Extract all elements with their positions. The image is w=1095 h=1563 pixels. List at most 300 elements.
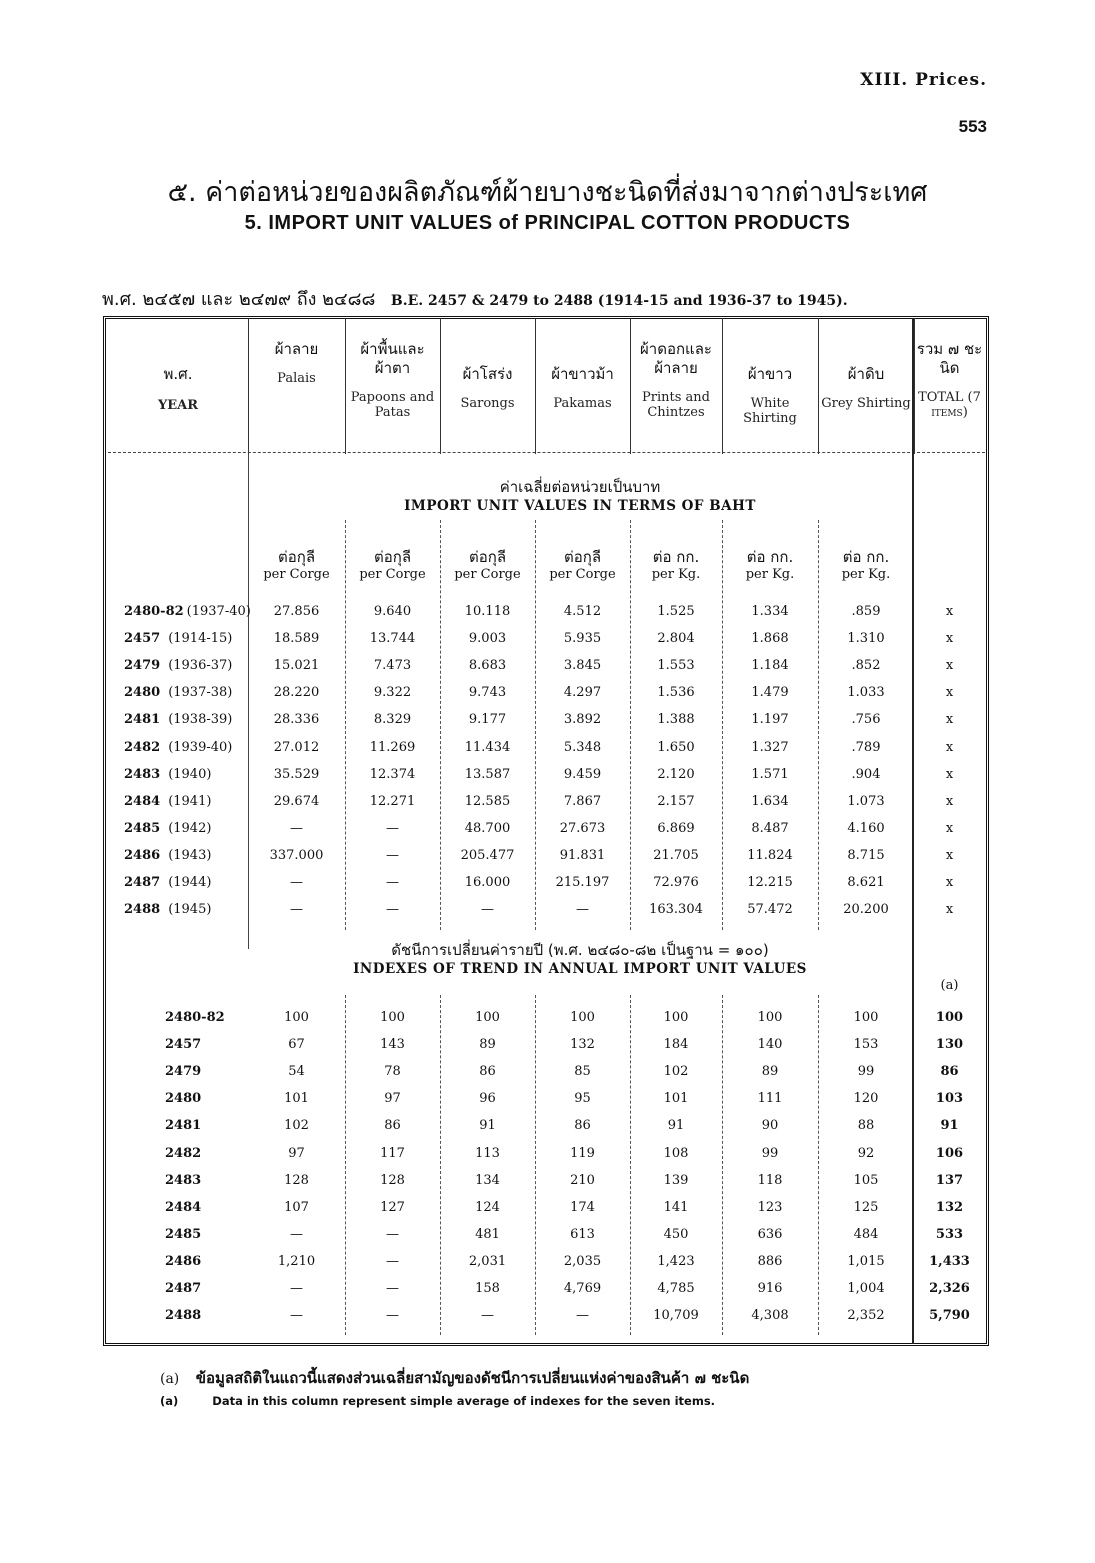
index-year-label: 2487 bbox=[165, 1281, 202, 1296]
index-cell: 113 bbox=[475, 1145, 500, 1161]
index-cell: 125 bbox=[853, 1199, 879, 1215]
value-cell: 48.700 bbox=[464, 820, 511, 836]
year-be: 2481 bbox=[124, 712, 161, 728]
year-label bbox=[124, 902, 211, 917]
index-cell: 107 bbox=[284, 1199, 309, 1215]
year-be: 2483 bbox=[124, 766, 161, 782]
index-cell: — bbox=[386, 1308, 399, 1324]
index-cell: 100 bbox=[853, 1010, 879, 1025]
year-be: 2488 bbox=[124, 902, 161, 918]
index-cell: — bbox=[386, 1253, 399, 1269]
value-cell: .859 bbox=[851, 604, 881, 619]
year-be: 2480-82 bbox=[124, 604, 184, 619]
year-be: 2482 bbox=[124, 739, 161, 755]
value-cell: — bbox=[290, 902, 303, 918]
column-header bbox=[108, 365, 248, 413]
value-cell: 1.334 bbox=[751, 604, 789, 619]
index-cell: 1,423 bbox=[657, 1253, 695, 1269]
column-header-english: Pakamas bbox=[553, 396, 612, 411]
value-cell: 11.269 bbox=[369, 739, 416, 755]
year-label bbox=[124, 658, 232, 673]
value-cell: 163.304 bbox=[649, 902, 703, 918]
value-cell: .789 bbox=[851, 739, 881, 755]
index-total-cell: 137 bbox=[935, 1172, 964, 1188]
index-cell: 99 bbox=[761, 1145, 779, 1161]
value-cell: 1.571 bbox=[751, 766, 789, 782]
index-cell: 85 bbox=[574, 1064, 591, 1080]
index-cell: 143 bbox=[380, 1037, 405, 1053]
column-header-thai: พ.ศ. bbox=[163, 365, 193, 383]
value-cell: 2.120 bbox=[657, 766, 695, 782]
value-cell: 2.157 bbox=[657, 793, 695, 809]
index-cell: — bbox=[386, 1281, 399, 1296]
value-cell: 2.804 bbox=[657, 631, 695, 647]
year-label bbox=[124, 875, 211, 890]
index-cell: 4,308 bbox=[751, 1308, 789, 1324]
index-cell: 613 bbox=[570, 1226, 595, 1242]
index-cell: 100 bbox=[475, 1010, 500, 1025]
value-cell: 1.310 bbox=[847, 631, 885, 647]
index-cell: 481 bbox=[475, 1226, 500, 1242]
index-total-cell: 2,326 bbox=[929, 1281, 970, 1296]
index-total-cell: 533 bbox=[935, 1226, 964, 1242]
total-cell: x bbox=[945, 793, 954, 809]
value-cell: 3.845 bbox=[563, 658, 602, 674]
index-cell: 158 bbox=[475, 1281, 500, 1296]
year-label bbox=[124, 767, 211, 782]
year-be: 2486 bbox=[124, 847, 161, 863]
title-thai: ๕. ค่าต่อหน่วยของผลิตภัณฑ์ผ้ายบางชะนิดที่ส่งมาจากต่างประเทศ bbox=[167, 177, 928, 208]
value-cell: 1.868 bbox=[751, 631, 789, 647]
index-section-title-thai: ดัชนีการเปลี่ยนค่ารายปี (พ.ศ. ๒๔๘๐-๘๒ เป็นฐาน = ๑๐๐) bbox=[391, 941, 769, 959]
footnote-thai-mark: (a) bbox=[160, 1371, 180, 1387]
value-cell: 1.073 bbox=[847, 793, 885, 809]
total-cell: x bbox=[945, 766, 954, 782]
unit-thai: ต่อกุลี bbox=[468, 548, 507, 566]
unit-label bbox=[345, 549, 440, 583]
values-section-title-english: IMPORT UNIT VALUES IN TERMS OF BAHT bbox=[404, 498, 756, 514]
index-cell: 102 bbox=[284, 1118, 309, 1134]
value-cell: 3.892 bbox=[563, 712, 602, 728]
value-cell: 28.336 bbox=[273, 712, 320, 728]
column-header bbox=[345, 340, 440, 420]
index-cell: 90 bbox=[761, 1118, 779, 1134]
value-cell: 8.683 bbox=[468, 658, 507, 674]
year-ad: (1938-39) bbox=[168, 712, 233, 728]
value-cell: 1.197 bbox=[751, 712, 789, 728]
year-be: 2487 bbox=[124, 875, 161, 890]
value-cell: 1.536 bbox=[657, 685, 695, 701]
value-cell: 12.271 bbox=[369, 793, 416, 809]
value-cell: 12.585 bbox=[464, 793, 511, 809]
unit-label bbox=[630, 549, 722, 583]
year-label bbox=[124, 685, 232, 700]
index-cell: 123 bbox=[757, 1199, 783, 1215]
unit-label bbox=[440, 549, 535, 583]
value-cell: 205.477 bbox=[460, 847, 515, 863]
column-header-english: YEAR bbox=[157, 398, 199, 413]
index-cell: — bbox=[290, 1281, 303, 1296]
column-header-english: Prints and Chintzes bbox=[642, 390, 710, 420]
year-ad: (1936-37) bbox=[168, 658, 233, 674]
total-cell: x bbox=[945, 604, 954, 619]
total-cell: x bbox=[945, 658, 954, 674]
index-total-cell: 130 bbox=[935, 1037, 964, 1053]
index-cell: 118 bbox=[757, 1172, 783, 1188]
value-cell: 9.459 bbox=[563, 766, 602, 782]
year-ad: (1945) bbox=[168, 902, 212, 918]
index-cell: 91 bbox=[479, 1118, 496, 1134]
value-cell: .756 bbox=[851, 712, 881, 728]
value-cell: 8.621 bbox=[847, 875, 885, 890]
year-be: 2484 bbox=[124, 793, 161, 809]
unit-label bbox=[248, 549, 345, 583]
unit-english: per Corge bbox=[454, 567, 521, 582]
value-cell: 27.012 bbox=[273, 739, 320, 755]
value-cell: 8.487 bbox=[751, 820, 789, 836]
index-cell: 153 bbox=[853, 1037, 879, 1053]
unit-thai: ต่อ กก. bbox=[842, 548, 890, 566]
year-be: 2479 bbox=[124, 658, 161, 674]
index-total-cell: 91 bbox=[940, 1118, 959, 1134]
column-header-thai: ผ้าลาย bbox=[274, 340, 319, 358]
column-header bbox=[248, 340, 345, 386]
unit-english: per Kg. bbox=[745, 567, 795, 582]
column-header-thai: ผ้าพื้นและผ้าตา bbox=[360, 340, 425, 377]
total-cell: x bbox=[945, 712, 954, 728]
column-header bbox=[630, 340, 722, 420]
column-header-thai: รวม ๗ ชะนิด bbox=[916, 340, 983, 377]
footnote-english-mark: (a) bbox=[160, 1394, 179, 1408]
unit-thai: ต่อ กก. bbox=[652, 548, 700, 566]
value-cell: 21.705 bbox=[653, 847, 699, 863]
total-cell: x bbox=[945, 685, 954, 701]
section-header: XIII. Prices. bbox=[860, 70, 987, 90]
value-cell: 12.215 bbox=[747, 875, 793, 890]
index-cell: 86 bbox=[479, 1064, 496, 1080]
total-cell: x bbox=[945, 631, 954, 647]
value-cell: 12.374 bbox=[369, 766, 416, 782]
index-cell: 86 bbox=[384, 1118, 401, 1134]
column-header bbox=[535, 365, 630, 411]
value-cell: 7.473 bbox=[373, 658, 412, 674]
total-footnote-mark: (a) bbox=[940, 978, 959, 993]
year-label bbox=[124, 740, 232, 755]
index-cell: 4,769 bbox=[563, 1281, 602, 1296]
value-cell: 1.525 bbox=[657, 604, 695, 619]
total-cell: x bbox=[945, 739, 954, 755]
column-header bbox=[818, 365, 914, 411]
index-cell: 100 bbox=[757, 1010, 783, 1025]
index-year-label: 2486 bbox=[165, 1253, 202, 1269]
index-cell: 127 bbox=[380, 1199, 405, 1215]
unit-english: per Kg. bbox=[651, 567, 701, 582]
index-cell: 1,004 bbox=[847, 1281, 885, 1296]
year-ad: (1914-15) bbox=[168, 631, 233, 647]
index-cell: — bbox=[290, 1308, 303, 1324]
index-cell: 124 bbox=[475, 1199, 500, 1215]
year-label bbox=[124, 821, 211, 836]
value-cell: 57.472 bbox=[747, 902, 793, 918]
index-cell: — bbox=[481, 1308, 494, 1324]
value-cell: 16.000 bbox=[464, 875, 511, 890]
index-cell: 95 bbox=[574, 1091, 591, 1107]
value-cell: 1.479 bbox=[751, 685, 789, 701]
values-section-title-thai: ค่าเฉลี่ยต่อหน่วยเป็นบาท bbox=[499, 478, 661, 496]
index-cell: 111 bbox=[757, 1091, 783, 1107]
column-header-english: TOTAL (7 items) bbox=[918, 390, 981, 420]
column-header-english: White Shirting bbox=[743, 396, 797, 426]
value-cell: — bbox=[386, 820, 399, 836]
value-cell: 11.434 bbox=[464, 739, 511, 755]
unit-thai: ต่อกุลี bbox=[563, 548, 602, 566]
year-ad: (1937-40) bbox=[186, 604, 251, 619]
index-total-cell: 5,790 bbox=[929, 1308, 970, 1324]
value-cell: 1.033 bbox=[847, 685, 885, 701]
column-header bbox=[440, 365, 535, 411]
column-header bbox=[914, 340, 985, 420]
value-cell: — bbox=[386, 847, 399, 863]
column-header-english: Sarongs bbox=[460, 396, 515, 411]
index-cell: 184 bbox=[663, 1037, 689, 1053]
unit-thai: ต่อ กก. bbox=[746, 548, 794, 566]
value-cell: 1.388 bbox=[657, 712, 695, 728]
year-ad: (1937-38) bbox=[168, 685, 233, 701]
index-cell: — bbox=[290, 1226, 303, 1242]
value-cell: 8.715 bbox=[847, 847, 885, 863]
index-cell: 139 bbox=[663, 1172, 689, 1188]
column-header-thai: ผ้าโสร่ง bbox=[462, 365, 513, 383]
index-cell: — bbox=[576, 1308, 589, 1324]
column-header-english: Papoons and Patas bbox=[350, 390, 435, 420]
value-cell: 29.674 bbox=[273, 793, 320, 809]
index-total-cell: 132 bbox=[935, 1199, 964, 1215]
value-cell: 13.587 bbox=[464, 766, 511, 782]
index-cell: 120 bbox=[853, 1091, 879, 1107]
index-cell: 99 bbox=[857, 1064, 875, 1080]
value-cell: 9.003 bbox=[468, 631, 507, 647]
value-cell: 9.743 bbox=[468, 685, 507, 701]
value-cell: 4.297 bbox=[563, 685, 602, 701]
year-label bbox=[124, 604, 251, 619]
index-cell: 86 bbox=[574, 1118, 591, 1134]
footnote-thai bbox=[160, 1366, 749, 1390]
year-ad: (1939-40) bbox=[168, 739, 233, 755]
value-cell: 9.322 bbox=[373, 685, 412, 701]
index-year-label: 2483 bbox=[165, 1172, 202, 1188]
value-cell: — bbox=[481, 902, 494, 918]
index-year-label: 2484 bbox=[165, 1199, 202, 1215]
index-total-cell: 86 bbox=[940, 1064, 959, 1080]
index-cell: 105 bbox=[853, 1172, 879, 1188]
index-cell: 128 bbox=[380, 1172, 405, 1188]
index-cell: 119 bbox=[570, 1145, 595, 1161]
index-cell: 141 bbox=[663, 1199, 689, 1215]
title-english: 5. IMPORT UNIT VALUES of PRINCIPAL COTTON PRODUCTS bbox=[244, 212, 851, 234]
index-total-cell: 100 bbox=[935, 1010, 964, 1025]
index-cell: 140 bbox=[757, 1037, 783, 1053]
index-cell: 174 bbox=[570, 1199, 595, 1215]
unit-thai: ต่อกุลี bbox=[373, 548, 412, 566]
value-cell: — bbox=[290, 820, 303, 836]
index-cell: 100 bbox=[663, 1010, 689, 1025]
index-cell: 886 bbox=[757, 1253, 783, 1269]
index-cell: — bbox=[386, 1226, 399, 1242]
index-cell: 91 bbox=[667, 1118, 685, 1134]
index-cell: 78 bbox=[384, 1064, 401, 1080]
year-be: 2480 bbox=[124, 685, 161, 701]
value-cell: 1.650 bbox=[657, 739, 695, 755]
index-year-label: 2457 bbox=[165, 1037, 202, 1053]
index-cell: 100 bbox=[380, 1010, 405, 1025]
index-cell: 2,352 bbox=[847, 1308, 885, 1324]
unit-label bbox=[535, 549, 630, 583]
value-cell: .852 bbox=[851, 658, 881, 674]
column-header-thai: ผ้าขาว bbox=[747, 365, 793, 383]
unit-english: per Corge bbox=[359, 567, 426, 582]
value-cell: 91.831 bbox=[559, 847, 606, 863]
year-ad: (1940) bbox=[168, 766, 212, 782]
value-cell: 9.640 bbox=[373, 604, 412, 619]
index-cell: 484 bbox=[853, 1226, 879, 1242]
index-year-label: 2485 bbox=[165, 1226, 202, 1242]
index-cell: 92 bbox=[857, 1145, 875, 1161]
year-label bbox=[124, 631, 232, 646]
value-cell: 18.589 bbox=[273, 631, 320, 647]
unit-label bbox=[818, 549, 914, 583]
column-header-thai: ผ้าดอกและผ้าลาย bbox=[640, 340, 712, 377]
index-year-label: 2482 bbox=[165, 1145, 202, 1161]
value-cell: 13.744 bbox=[369, 631, 416, 647]
index-cell: 89 bbox=[479, 1037, 496, 1053]
index-year-label: 2488 bbox=[165, 1308, 202, 1324]
total-cell: x bbox=[945, 847, 954, 863]
value-cell: 4.160 bbox=[847, 820, 885, 836]
value-cell: 9.177 bbox=[468, 712, 507, 728]
value-cell: 35.529 bbox=[273, 766, 320, 782]
value-cell: — bbox=[290, 875, 303, 890]
value-cell: — bbox=[386, 875, 399, 890]
index-section-title-english: INDEXES OF TREND IN ANNUAL IMPORT UNIT VALUES bbox=[353, 961, 807, 977]
index-cell: 100 bbox=[284, 1010, 309, 1025]
column-header-thai: ผ้าขาวม้า bbox=[551, 365, 614, 383]
value-cell: 1.634 bbox=[751, 793, 789, 809]
index-cell: 134 bbox=[475, 1172, 500, 1188]
column-header-english: Palais bbox=[277, 371, 316, 386]
period-thai: พ.ศ. ๒๔๕๗ และ ๒๔๗๙ ถึง ๒๔๘๘ bbox=[102, 289, 376, 310]
year-ad: (1942) bbox=[168, 820, 212, 836]
value-cell: 27.673 bbox=[559, 820, 606, 836]
total-cell: x bbox=[945, 902, 954, 918]
total-cell: x bbox=[945, 875, 954, 890]
unit-english: per Corge bbox=[263, 567, 330, 582]
value-cell: 11.824 bbox=[747, 847, 793, 863]
index-cell: 97 bbox=[288, 1145, 305, 1161]
value-cell: .904 bbox=[851, 766, 881, 782]
column-header-english: Grey Shirting bbox=[821, 396, 911, 411]
value-cell: 337.000 bbox=[269, 847, 324, 863]
header-rule bbox=[108, 452, 985, 453]
year-label bbox=[124, 848, 211, 863]
column-header-thai: ผ้าดิบ bbox=[847, 365, 885, 383]
value-cell: 8.329 bbox=[373, 712, 412, 728]
value-cell: 1.553 bbox=[657, 658, 695, 674]
value-cell: 5.348 bbox=[563, 739, 602, 755]
index-cell: 916 bbox=[757, 1281, 783, 1296]
index-cell: 102 bbox=[663, 1064, 689, 1080]
year-be: 2485 bbox=[124, 820, 161, 836]
value-cell: 1.184 bbox=[751, 658, 789, 674]
footnote-thai-text: ข้อมูลสถิติในแถวนี้แสดงส่วนเฉลี่ยสามัญของดัชนีการเปลี่ยนแห่งค่าของสินค้า ๗ ชะนิด bbox=[195, 1369, 750, 1387]
value-cell: 5.935 bbox=[563, 631, 602, 647]
index-cell: 100 bbox=[570, 1010, 595, 1025]
period-line bbox=[102, 284, 992, 313]
index-cell: 1,210 bbox=[277, 1253, 316, 1269]
footnote-english-text: Data in this column represent simple average of indexes for the seven items. bbox=[212, 1394, 716, 1408]
period-english: B.E. 2457 & 2479 to 2488 (1914-15 and 1936-37 to 1945). bbox=[390, 293, 848, 309]
index-cell: 2,035 bbox=[563, 1253, 602, 1269]
index-total-cell: 106 bbox=[935, 1145, 964, 1161]
footnote-english bbox=[160, 1394, 715, 1408]
index-cell: 2,031 bbox=[468, 1253, 507, 1269]
index-total-cell: 1,433 bbox=[929, 1253, 970, 1269]
value-cell: 15.021 bbox=[273, 658, 320, 674]
page-number: 553 bbox=[958, 117, 987, 136]
unit-english: per Kg. bbox=[841, 567, 891, 582]
index-cell: 117 bbox=[380, 1145, 405, 1161]
index-cell: 1,015 bbox=[847, 1253, 885, 1269]
year-ad: (1941) bbox=[168, 793, 212, 809]
unit-label bbox=[722, 549, 818, 583]
value-cell: 215.197 bbox=[555, 875, 610, 890]
value-cell: 6.869 bbox=[657, 820, 695, 836]
value-cell: 72.976 bbox=[653, 875, 699, 890]
year-label bbox=[124, 794, 211, 809]
unit-english: per Corge bbox=[549, 567, 616, 582]
index-year-label: 2480-82 bbox=[165, 1010, 225, 1025]
header-column-divider bbox=[248, 318, 249, 454]
index-total-cell: 103 bbox=[935, 1091, 964, 1107]
index-cell: 96 bbox=[479, 1091, 496, 1107]
index-cell: 88 bbox=[857, 1118, 875, 1134]
value-cell: 10.118 bbox=[464, 604, 511, 619]
year-ad: (1943) bbox=[168, 847, 212, 863]
value-cell: 28.220 bbox=[273, 685, 320, 701]
index-year-label: 2481 bbox=[165, 1118, 202, 1134]
index-cell: 89 bbox=[761, 1064, 779, 1080]
unit-thai: ต่อกุลี bbox=[277, 548, 316, 566]
total-cell: x bbox=[945, 820, 954, 836]
index-cell: 636 bbox=[757, 1226, 783, 1242]
value-cell: 4.512 bbox=[563, 604, 602, 619]
index-cell: 10,709 bbox=[653, 1308, 699, 1324]
column-header bbox=[722, 365, 818, 426]
value-cell: 27.856 bbox=[273, 604, 320, 619]
value-cell: — bbox=[576, 902, 589, 918]
index-cell: 128 bbox=[284, 1172, 309, 1188]
index-year-label: 2479 bbox=[165, 1064, 202, 1080]
index-cell: 101 bbox=[663, 1091, 689, 1107]
value-cell: 7.867 bbox=[563, 793, 602, 809]
year-label bbox=[124, 712, 232, 727]
value-cell: 1.327 bbox=[751, 739, 789, 755]
index-cell: 67 bbox=[288, 1037, 305, 1053]
index-cell: 108 bbox=[663, 1145, 689, 1161]
index-cell: 210 bbox=[570, 1172, 595, 1188]
index-cell: 132 bbox=[570, 1037, 595, 1053]
index-cell: 101 bbox=[284, 1091, 309, 1107]
value-cell: 20.200 bbox=[843, 902, 889, 918]
